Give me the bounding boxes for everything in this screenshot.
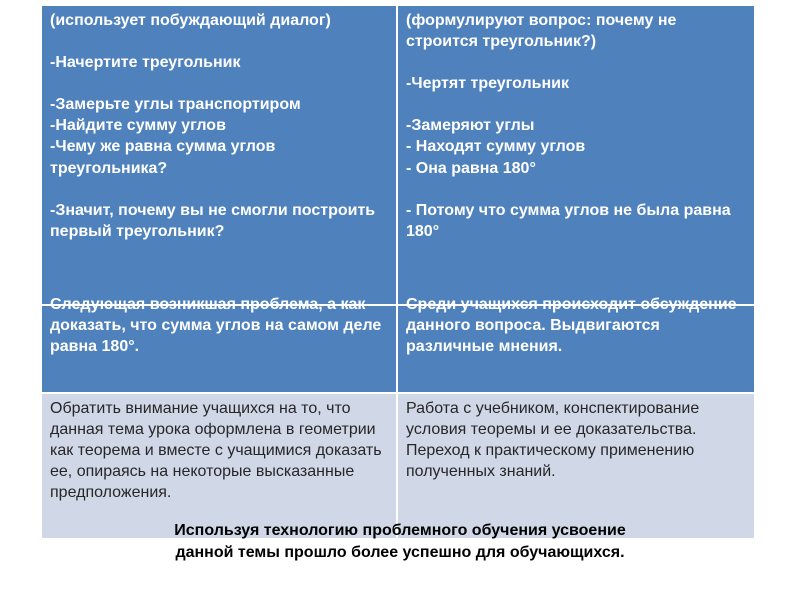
table-cell-r2-right	[398, 296, 754, 392]
cell-item: -Значит, почему вы не смогли построить первый треугольник?	[50, 201, 376, 240]
caption-line: Используя технологию проблемного обучения усвоение	[174, 522, 626, 539]
table-cell-r3-left	[42, 394, 396, 538]
caption-line: данной темы прошло более успешно для обучающихся.	[175, 543, 625, 561]
cell-text: Обратить внимание учащихся на то, что данная тема урока оформлена в геометрии как теорема и вместе с учащимися доказать ее, опираясь на некоторые высказанные предположения.	[50, 400, 382, 502]
cell-item: -Чертят треугольник	[406, 75, 570, 93]
slide-caption	[40, 520, 760, 563]
table-cell-r3-right	[398, 394, 754, 538]
cell-item: -Замеряют углы	[406, 117, 535, 135]
cell-item: - Находят сумму углов	[406, 138, 586, 156]
cell-text: Следующая возникшая проблема, а как доказать, что сумма углов на самом деле равна 180°.	[50, 296, 382, 356]
cell-item: - Она равна 180°	[406, 159, 536, 177]
cell-intro: (использует побуждающий диалог)	[50, 12, 331, 29]
cell-item: -Чему же равна сумма углов треугольника?	[50, 138, 276, 177]
cell-item: - Потому что сумма углов не была равна 180°	[406, 201, 731, 240]
table-cell-r1-left	[42, 6, 396, 304]
cell-text: Среди учащихся происходит обсуждение данного вопроса. Выдвигаются различные мнения.	[406, 296, 737, 356]
table-cell-r1-right	[398, 6, 754, 304]
cell-text: Работа с учебником, конспектирование условия теоремы и ее доказательства. Переход к практическому применению полученных знаний.	[406, 400, 700, 481]
cell-intro: (формулируют вопрос: почему не строится треугольник?)	[406, 12, 677, 51]
cell-item: -Замерьте углы транспортиром	[50, 96, 301, 114]
table-cell-r2-left	[42, 296, 396, 392]
cell-item: -Найдите сумму углов	[50, 117, 226, 135]
cell-item: -Начертите треугольник	[50, 54, 241, 72]
